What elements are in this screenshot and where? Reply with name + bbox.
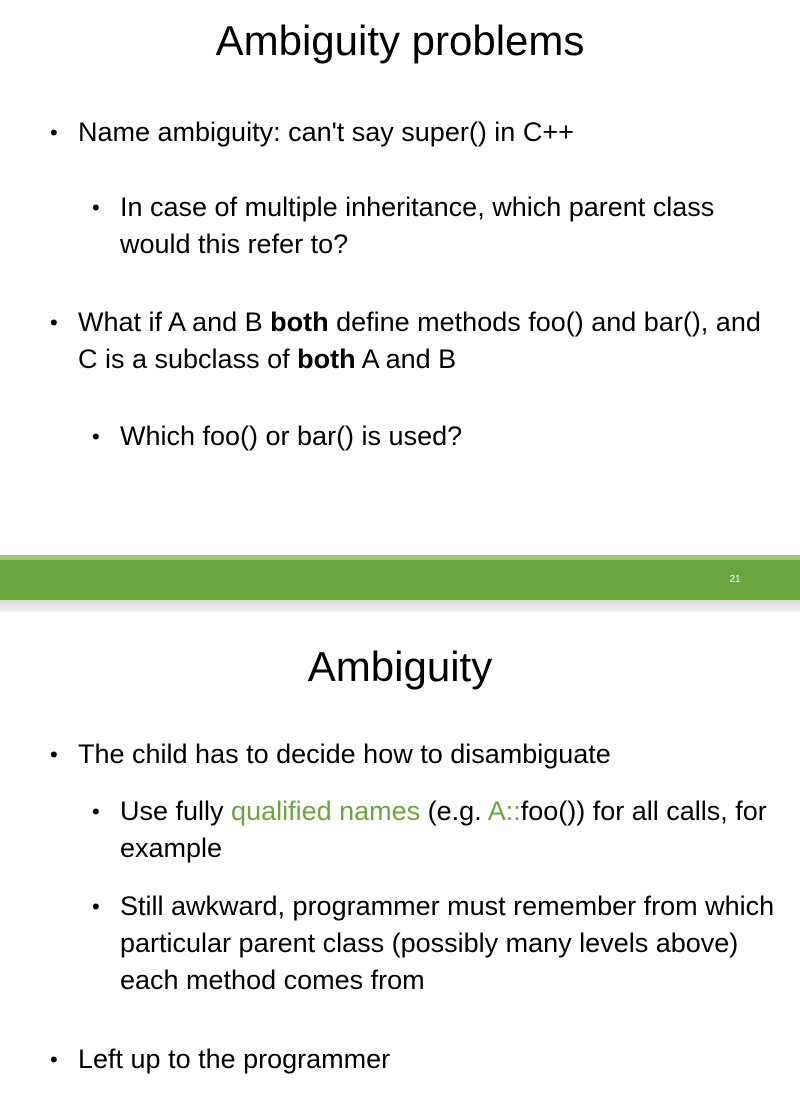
- bullet-dot: •: [50, 120, 58, 145]
- slide-title: Ambiguity problems: [215, 17, 585, 64]
- sub-bullet-dot: •: [92, 894, 100, 919]
- divider-shadow: [0, 600, 800, 612]
- text-segment: (e.g.: [420, 796, 488, 826]
- sub-bullet-which-foo: Which foo() or bar() is used?: [120, 421, 463, 451]
- sub-bullet-qualified-names: [120, 793, 780, 867]
- text-segment: What if A and B: [78, 307, 271, 337]
- text-segment: Use fully: [120, 796, 232, 826]
- bullet-both-define-methods: [78, 304, 778, 378]
- sub-bullet-dot: •: [92, 799, 100, 824]
- bold-text: both: [270, 307, 329, 337]
- text-segment: A and B: [355, 344, 457, 374]
- sub-bullet-still-awkward: Still awkward, programmer must remember from which particular parent class (possibly many levels above) each method comes from: [120, 891, 775, 995]
- bullet-child-decides: The child has to decide how to disambiguate: [78, 739, 611, 769]
- highlighted-text: qualified names: [231, 796, 421, 826]
- bullet-dot: •: [50, 1047, 58, 1072]
- bullet-left-to-programmer: Left up to the programmer: [78, 1044, 391, 1074]
- bullet-dot: •: [50, 742, 58, 767]
- bullet-dot: •: [50, 310, 58, 335]
- sub-bullet-multiple-inheritance: In case of multiple inheritance, which parent class would this refer to?: [120, 192, 715, 259]
- bold-text: both: [297, 344, 356, 374]
- sub-bullet-dot: •: [92, 424, 100, 449]
- sub-bullet-dot: •: [92, 195, 100, 220]
- divider-band: [0, 560, 800, 600]
- slide-title: Ambiguity: [307, 643, 493, 690]
- page-number: 21: [729, 574, 741, 585]
- text-segment: foo()) for all calls, for example: [120, 796, 767, 863]
- text-segment: define methods foo() and bar(), and C is a subclass of: [78, 307, 761, 374]
- bullet-name-ambiguity: Name ambiguity: can't say super() in C++: [78, 117, 574, 147]
- slide-ambiguity: [0, 612, 800, 1105]
- highlighted-text: A::: [487, 796, 521, 826]
